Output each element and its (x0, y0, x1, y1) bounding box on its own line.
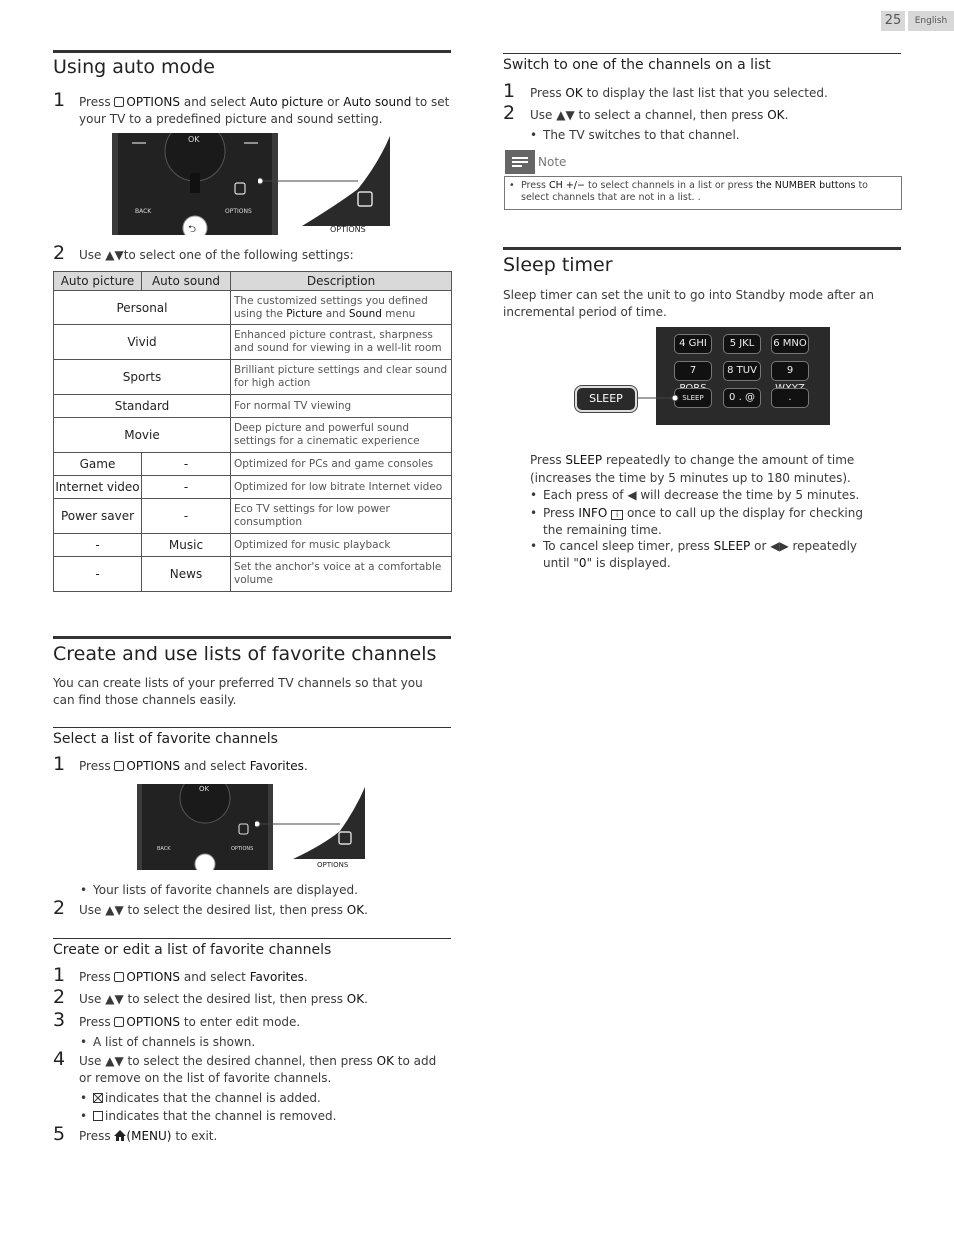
table-header: Description (231, 272, 452, 291)
table-cell: Vivid (54, 325, 231, 360)
step-number: 2 (53, 242, 66, 264)
step-text: Use ▲▼to select one of the following settings: (79, 248, 354, 262)
table-cell: - (142, 476, 231, 499)
step-text: Press OPTIONS and select Favorites. (79, 759, 308, 773)
section-rule (53, 636, 451, 639)
back-label: BACK (157, 846, 171, 852)
table-cell: - (142, 499, 231, 534)
options-callout-label: OPTIONS (317, 861, 349, 869)
page-language: English (908, 11, 954, 31)
section-rule (503, 247, 901, 250)
svg-text:⮌: ⮌ (188, 224, 197, 235)
table-row (54, 476, 452, 499)
table-row (54, 453, 452, 476)
section-title-sleep: Sleep timer (503, 254, 613, 276)
options-label: OPTIONS (225, 208, 252, 215)
table-cell: Eco TV settings for low power consumption (231, 499, 452, 534)
note-icon (505, 150, 535, 174)
section-title-favorites: Create and use lists of favorite channels (53, 643, 437, 665)
bullet-text: • A list of channels is shown. (80, 1035, 256, 1049)
step-number: 1 (53, 964, 66, 986)
table-row (54, 557, 452, 592)
step-text: Use ▲▼ to select a channel, then press OK. (530, 108, 789, 122)
step-number: 2 (53, 986, 66, 1008)
key-5: 5 JKL (723, 334, 761, 354)
table-cell: Game (54, 453, 142, 476)
step-text: Press (MENU) to exit. (79, 1128, 217, 1146)
bullet-text: • Each press of ◀ will decrease the time by 5 minutes. (530, 488, 860, 502)
key-4: 4 GHI (674, 334, 712, 354)
table-cell: Power saver (54, 499, 142, 534)
table-row (54, 499, 452, 534)
options-callout (258, 134, 398, 234)
settings-table (53, 271, 452, 592)
sleep-intro: Sleep timer can set the unit to go into Standby mode after an incremental period of time. (503, 288, 874, 319)
step-number: 1 (53, 753, 66, 775)
table-row (54, 360, 452, 395)
table-header: Auto sound (142, 272, 231, 291)
subsection-title-select: Select a list of favorite channels (53, 731, 278, 747)
bullet-text: • To cancel sleep timer, press SLEEP or ◀▶ repeatedly until "0" is displayed. (530, 539, 858, 570)
table-cell: Personal (54, 291, 231, 325)
page-number: 25 (881, 11, 905, 31)
step-number: 3 (53, 1009, 66, 1031)
key-7: 7 (674, 361, 712, 381)
step-text: Press OPTIONS and select Favorites. (79, 970, 308, 984)
table-cell: The customized settings you defined using the Picture and Sound menu (231, 291, 452, 325)
note-text: • Press CH +/− to select channels in a list or press the NUMBER buttons to select channels that are not in a list. . (509, 180, 868, 203)
step-number: 1 (503, 80, 516, 102)
info-icon: i (611, 510, 623, 520)
bullet-text: • indicates that the channel is removed. (80, 1109, 337, 1123)
table-row (54, 291, 452, 325)
subsection-title-switch: Switch to one of the channels on a list (503, 57, 771, 73)
key-sleep: SLEEP (674, 388, 712, 408)
step-number: 2 (53, 897, 66, 919)
table-cell: Movie (54, 418, 231, 453)
table-header: Auto picture (54, 272, 142, 291)
table-row (54, 395, 452, 418)
table-cell: Optimized for music playback (231, 534, 452, 557)
sleep-callout-button: SLEEP (575, 386, 637, 412)
options-icon (114, 972, 124, 982)
key-dot: . (771, 388, 809, 408)
ok-label: OK (199, 785, 210, 793)
back-label: BACK (135, 208, 152, 215)
favorites-intro: You can create lists of your preferred TV channels so that you can find those channels easily. (53, 676, 423, 707)
bullet-text: • Press INFO i once to call up the display for checking the remaining time. (530, 506, 863, 537)
keypad-image (656, 327, 830, 425)
ok-label: OK (188, 135, 200, 144)
step-number: 4 (53, 1048, 66, 1070)
table-cell: News (142, 557, 231, 592)
remote-illustration (137, 784, 273, 870)
table-cell: Enhanced picture contrast, sharpness and sound for viewing in a well-lit room (231, 325, 452, 360)
step-number: 2 (503, 102, 516, 124)
table-cell: Internet video (54, 476, 142, 499)
step-text: Use ▲▼ to select the desired channel, then press OK to add or remove on the list of favorite channels. (79, 1054, 437, 1085)
options-callout-label: OPTIONS (330, 225, 366, 234)
table-cell: Music (142, 534, 231, 557)
options-icon (114, 761, 124, 771)
note-label: Note (538, 155, 567, 169)
table-cell: - (54, 534, 142, 557)
step-number: 5 (53, 1123, 66, 1145)
table-cell: Sports (54, 360, 231, 395)
table-cell: - (54, 557, 142, 592)
remote-image (137, 784, 273, 870)
options-callout (255, 785, 370, 870)
key-6: 6 MNO (771, 334, 809, 354)
table-cell: Deep picture and powerful sound settings for a cinematic experience (231, 418, 452, 453)
options-icon (114, 1017, 124, 1027)
table-row (54, 325, 452, 360)
key-0: 0 . @ (723, 388, 761, 408)
bullet-text: • Your lists of favorite channels are displayed. (80, 883, 358, 897)
step-text: Press OPTIONS and select Auto picture or Auto sound to set your TV to a predefined picture and sound setting. (79, 95, 450, 126)
subsection-rule (53, 938, 451, 939)
section-title-auto-mode: Using auto mode (53, 56, 215, 78)
step-text: Use ▲▼ to select the desired list, then press OK. (79, 992, 368, 1006)
table-header-row (54, 272, 452, 291)
key-9: 9 (771, 361, 809, 381)
table-cell: Standard (54, 395, 231, 418)
table-row (54, 534, 452, 557)
sleep-press-text: Press SLEEP repeatedly to change the amount of time (increases the time by 5 minutes up to 180 minutes). (530, 453, 855, 485)
empty-box-icon (93, 1111, 103, 1121)
step-number: 1 (53, 89, 66, 111)
table-cell: Brilliant picture settings and clear sound for high action (231, 360, 452, 395)
step-text: Use ▲▼ to select the desired list, then press OK. (79, 903, 368, 917)
bullet-text: • The TV switches to that channel. (530, 128, 740, 142)
section-rule (53, 50, 451, 53)
remote-illustration (112, 133, 278, 235)
options-label: OPTIONS (231, 846, 254, 852)
table-cell: - (142, 453, 231, 476)
table-row (54, 418, 452, 453)
table-cell: Set the anchor's voice at a comfortable volume (231, 557, 452, 592)
table-cell: Optimized for PCs and game consoles (231, 453, 452, 476)
key-8: 8 TUV (723, 361, 761, 381)
table-cell: For normal TV viewing (231, 395, 452, 418)
subsection-rule (53, 727, 451, 728)
subsection-title-edit: Create or edit a list of favorite channels (53, 942, 332, 958)
bullet-text: • indicates that the channel is added. (80, 1091, 321, 1105)
step-text: Press OK to display the last list that you selected. (530, 86, 828, 100)
home-icon (114, 1129, 126, 1146)
remote-image (112, 133, 278, 235)
checked-box-icon (93, 1093, 103, 1103)
step-text: Press OPTIONS to enter edit mode. (79, 1015, 301, 1029)
options-icon (114, 97, 124, 107)
subsection-rule (503, 53, 901, 54)
table-cell: Optimized for low bitrate Internet video (231, 476, 452, 499)
